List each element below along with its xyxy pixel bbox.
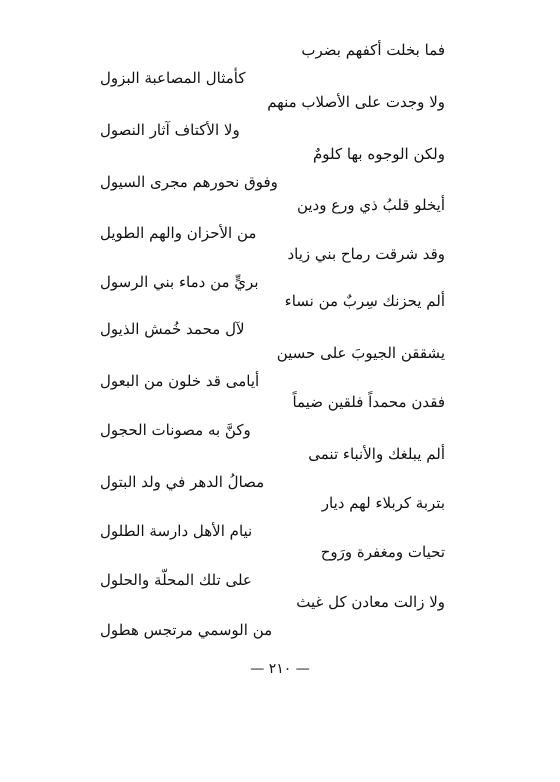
verse-second-hemistich: مصالُ الدهر في ولد البتول [100, 473, 265, 491]
verse [100, 495, 445, 540]
verse-second-hemistich: وكنَّ به مصونات الحجول [100, 421, 251, 439]
verse [100, 446, 445, 491]
verse-first-hemistich: ألم يبلغك والأنباء تنمى [308, 445, 445, 463]
verse-second-hemistich: ولا الأكتاف آثار النصول [100, 121, 240, 139]
verse-first-hemistich: ولا وجدت على الأصلاب منهم [267, 93, 445, 111]
verse-second-hemistich: على تلك المحلّة والحلول [100, 571, 252, 589]
verse [100, 197, 445, 242]
verse-first-hemistich: تحيات ومغفرة ورَوح [320, 543, 445, 561]
verse-first-hemistich: وقد شرقت رماح بني زياد [287, 245, 445, 263]
verse-second-hemistich: من الوسمي مرتجس هطول [100, 621, 273, 639]
verse-first-hemistich: فما بخلت أكفهم بضرب [301, 41, 445, 59]
verse-second-hemistich: لآل محمد خُمش الذيول [100, 320, 245, 338]
verse [100, 146, 445, 191]
verse-second-hemistich: أيامى قد خلون من البعول [100, 372, 260, 390]
verse-second-hemistich: بريٍّ من دماء بني الرسول [100, 273, 259, 291]
verse [100, 345, 445, 390]
verse-second-hemistich: وفوق نحورهم مجرى السيول [100, 173, 278, 191]
verse-first-hemistich: ولا زالت معادن كل غيث [296, 593, 445, 611]
verse-first-hemistich: بتربة كربلاء لهم ديار [321, 494, 445, 512]
verse [100, 42, 445, 87]
verse [100, 544, 445, 589]
verse-first-hemistich: فقدن محمداً فلقين ضيماً [292, 393, 445, 411]
verse-second-hemistich: كأمثال المصاعبة البزول [100, 69, 246, 87]
verse-first-hemistich: ولكن الوجوه بها كلومٌ [313, 145, 445, 163]
verse [100, 246, 445, 291]
verse-second-hemistich: نيام الأهل دارسة الطلول [100, 522, 253, 540]
verse [100, 94, 445, 139]
verse [100, 594, 445, 639]
page-number: — ٢١٠ — [250, 661, 310, 677]
verse [100, 394, 445, 439]
verse [100, 293, 445, 338]
verse-first-hemistich: يشققن الجيوبَ على حسين [276, 344, 445, 362]
verse-first-hemistich: أيخلو قلبُ ذي ورع ودين [296, 196, 445, 214]
verse-first-hemistich: ألم يحزنك سِربٌ من نساء [284, 292, 445, 310]
verse-second-hemistich: من الأحزان والهم الطويل [100, 224, 257, 242]
